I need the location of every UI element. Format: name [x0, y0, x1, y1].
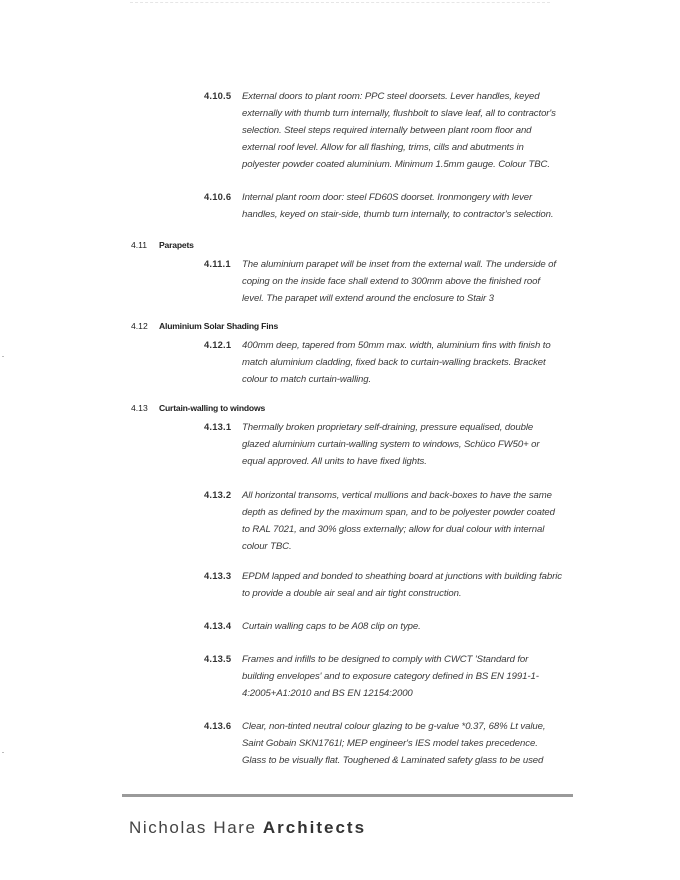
scan-mark	[2, 752, 4, 753]
clause-text: Frames and infills to be designed to comply with CWCT 'Standard for building envelopes' and to exposure category defined in BS EN 1991-1-4:2005+A1:2010 and BS EN 12154:2000	[242, 654, 539, 699]
clause-number: 4.13.6	[204, 720, 232, 731]
section-number: 4.13	[131, 403, 148, 413]
footer-logo	[129, 818, 366, 838]
section-heading-4-11	[131, 240, 194, 250]
clause-number: 4.10.5	[204, 90, 232, 101]
section-title: Parapets	[159, 240, 194, 250]
footer-suffix: Architects	[262, 818, 367, 837]
clause-number: 4.13.2	[204, 489, 232, 500]
clause-number: 4.13.1	[204, 421, 232, 432]
clause-text: Internal plant room door: steel FD60S doorset. Ironmongery with lever handles, keyed on stair-side, thumb turn internally, to contractor's selection.	[242, 192, 554, 220]
clause-text: The aluminium parapet will be inset from the external wall. The underside of coping on the inside face shall extend to 300mm above the finished roof level. The parapet will extend around the enclosure to Stair 3	[242, 259, 556, 304]
section-title: Aluminium Solar Shading Fins	[159, 321, 279, 331]
clause-number: 4.10.6	[204, 191, 232, 202]
clause-text: Curtain walling caps to be A08 clip on type.	[242, 621, 421, 632]
section-heading-4-12	[131, 321, 278, 331]
section-number: 4.12	[131, 321, 148, 331]
clause-number: 4.12.1	[204, 339, 232, 350]
clause-text: Clear, non-tinted neutral colour glazing to be g-value *0.37, 68% Lt value, Saint Gobain SKN1761I; MEP engineer's IES model takes precedence. Glass to be visually flat. Toughened & Laminated safety glass to be used	[242, 721, 546, 766]
clause-text: EPDM lapped and bonded to sheathing board at junctions with building fabric to provide a double air seal and air tight construction.	[242, 571, 562, 599]
clause-text: 400mm deep, tapered from 50mm max. width, aluminium fins with finish to match aluminium cladding, fixed back to curtain-walling brackets. Bracket colour to match curtain-walling.	[242, 340, 551, 385]
footer-name: Nicholas Hare	[129, 818, 257, 837]
scan-mark	[2, 356, 4, 357]
section-number: 4.11	[131, 240, 148, 250]
footer-rule	[122, 794, 573, 797]
top-rule	[130, 2, 550, 3]
clause-number: 4.11.1	[204, 258, 231, 269]
clause-number: 4.13.4	[204, 620, 232, 631]
clause-number: 4.13.5	[204, 653, 232, 664]
section-title: Curtain-walling to windows	[159, 403, 266, 413]
clause-text: All horizontal transoms, vertical mullions and back-boxes to have the same depth as defined by the maximum span, and to be polyester powder coated to RAL 7021, and 30% gloss externally; allow for dual colour with internal colour TBC.	[242, 490, 555, 552]
clause-text: External doors to plant room: PPC steel doorsets. Lever handles, keyed externally with thumb turn internally, flushbolt to slave leaf, all to contractor's selection. Steel steps required internally between plant room floor and external roof level. Allow for all flashing, trims, cills and abutments in polyester powder coated aluminium. Minimum 1.5mm gauge. Colour TBC.	[242, 91, 556, 170]
section-heading-4-13	[131, 403, 265, 413]
clause-text: Thermally broken proprietary self-draining, pressure equalised, double glazed aluminium curtain-walling system to windows, Schüco FW50+ or equal approved. All units to have fixed lights.	[242, 422, 540, 467]
clause-number: 4.13.3	[204, 570, 232, 581]
